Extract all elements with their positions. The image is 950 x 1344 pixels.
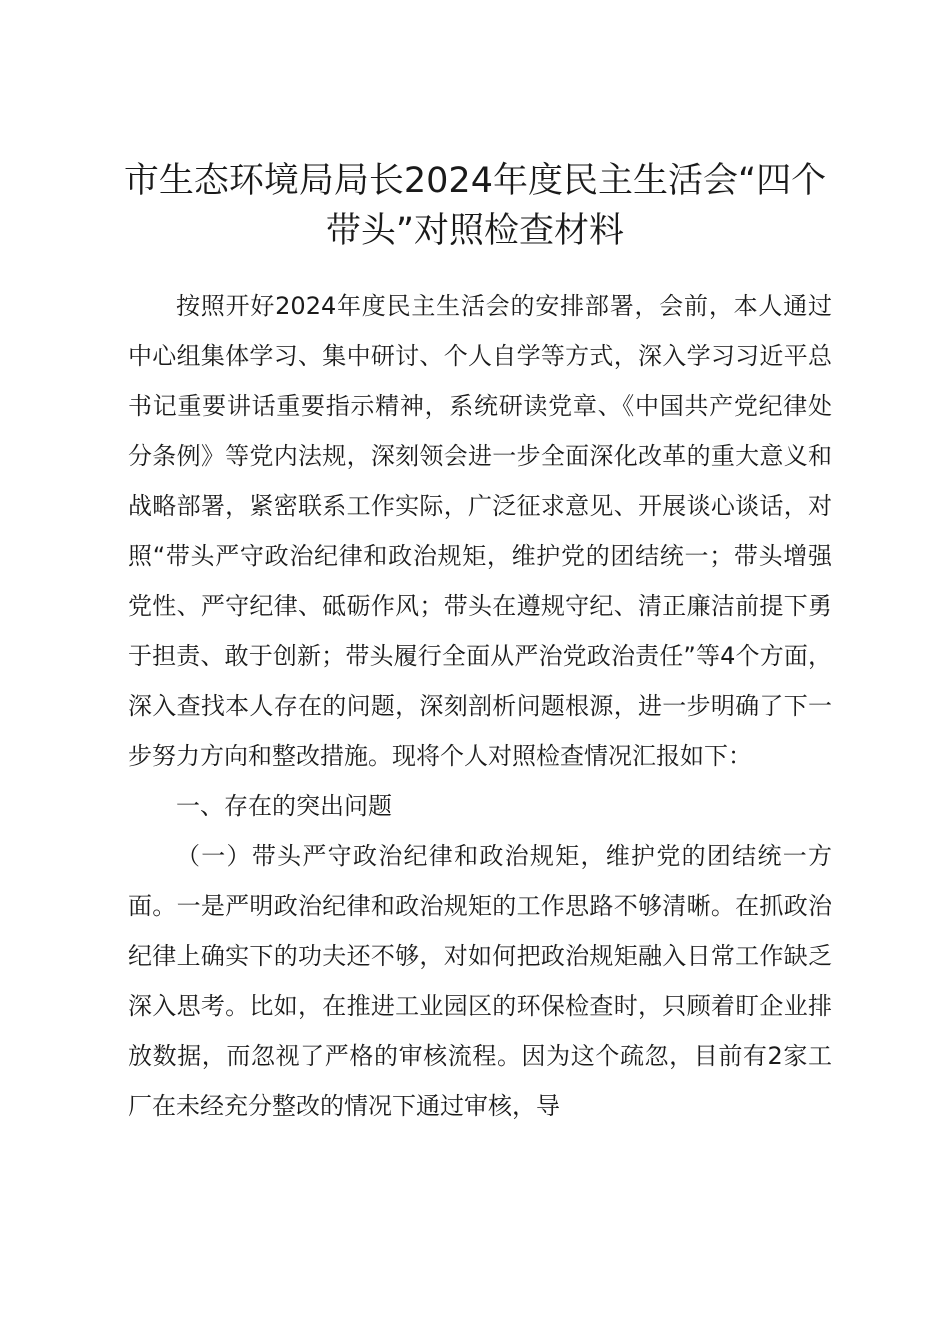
- document-title: 市生态环境局局长2024年度民主生活会“四个带头”对照检查材料: [123, 161, 827, 251]
- document-body: [128, 281, 832, 1131]
- intro-paragraph: 按照开好2024年度民主生活会的安排部署，会前，本人通过中心组集体学习、集中研讨、个人自学等方式，深入学习习近平总书记重要讲话重要指示精神，系统研读党章、《中国共产党纪律处分条例》等党内法规，深刻领会进一步全面深化改革的重大意义和战略部署，紧密联系工作实际，广泛征求意见、开展谈心谈话，对照“带头严守政治纪律和政治规矩，维护党的团结统一；带头增强党性、严守纪律、砥砺作风；带头在遵规守纪、清正廉洁前提下勇于担责、敢于创新；带头履行全面从严治党政治责任”等4个方面，深入查找本人存在的问题，深刻剖析问题根源，进一步明确了下一步努力方向和整改措施。现将个人对照检查情况汇报如下：: [128, 292, 832, 770]
- section-heading: 一、存在的突出问题: [176, 792, 392, 820]
- section-paragraph: （一）带头严守政治纪律和政治规矩，维护党的团结统一方面。一是严明政治纪律和政治规矩的工作思路不够清晰。在抓政治纪律上确实下的功夫还不够，对如何把政治规矩融入日常工作缺乏深入思考。比如，在推进工业园区的环保检查时，只顾着盯企业排放数据，而忽视了严格的审核流程。因为这个疏忽，目前有2家工厂在未经充分整改的情况下通过审核，导: [128, 842, 832, 1120]
